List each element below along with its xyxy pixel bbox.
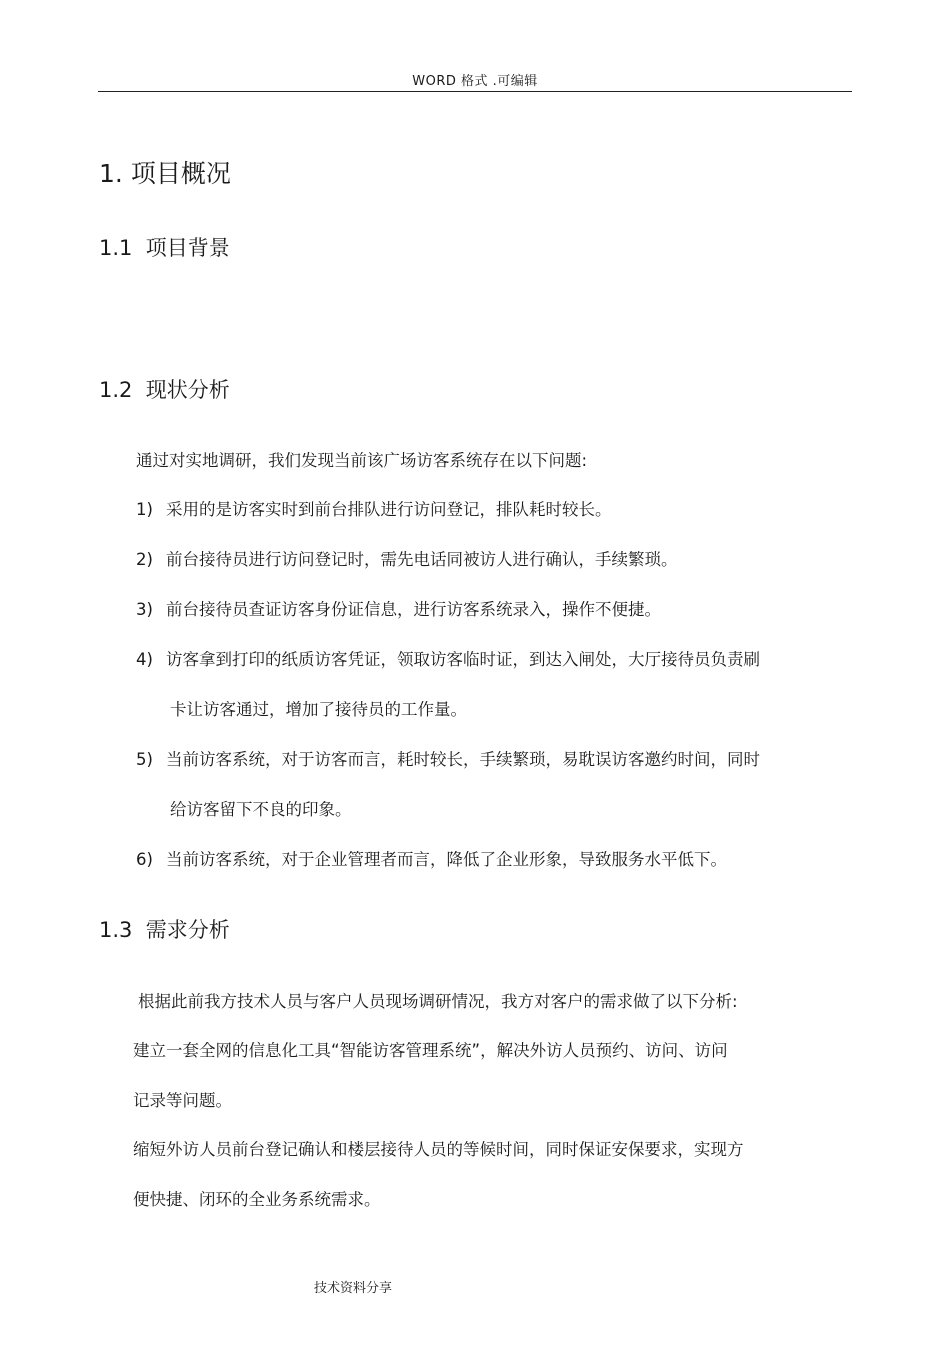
heading-1-2-number: 1.2: [99, 378, 133, 402]
heading-1-3-title: 需求分析: [145, 918, 230, 942]
page-header: WORD 格式 .可编辑: [412, 74, 538, 89]
heading-1-title: 项目概况: [130, 159, 231, 188]
requirement-paragraph-line: 缩短外访人员前台登记确认和楼层接待人员的等候时间，同时保证安保要求，实现方: [133, 1140, 744, 1159]
list-item-number: 1): [136, 500, 153, 519]
page-footer: 技术资料分享: [313, 1281, 392, 1296]
list-item-text: 采用的是访客实时到前台排队进行访问登记，排队耗时较长。: [166, 500, 612, 519]
heading-1-2: [99, 374, 230, 404]
list-item: [136, 646, 760, 670]
list-item-text: 前台接待员查证访客身份证信息，进行访客系统录入，操作不便捷。: [166, 600, 661, 619]
list-item-number: 2): [136, 550, 153, 569]
heading-1-number: 1.: [99, 159, 123, 188]
list-item: [136, 596, 661, 620]
heading-1-1: [99, 232, 230, 262]
heading-1-3-number: 1.3: [99, 918, 133, 942]
header-rule: [98, 91, 852, 92]
list-item-text: 当前访客系统，对于企业管理者而言，降低了企业形象，导致服务水平低下。: [166, 850, 727, 869]
list-item: [136, 496, 612, 520]
heading-1-3: [99, 914, 230, 944]
list-item-number: 6): [136, 850, 153, 869]
heading-1-1-number: 1.1: [99, 236, 133, 260]
requirement-paragraph-line: 根据此前我方技术人员与客户人员现场调研情况，我方对客户的需求做了以下分析:: [138, 992, 738, 1011]
list-item-continuation: 卡让访客通过，增加了接待员的工作量。: [170, 700, 467, 719]
requirement-paragraph-line: 建立一套全网的信息化工具“智能访客管理系统”，解决外访人员预约、访问、访问: [133, 1041, 728, 1060]
heading-1: [99, 154, 231, 190]
list-item: [136, 846, 727, 870]
list-item: [136, 546, 678, 570]
list-item-text: 当前访客系统，对于访客而言，耗时较长，手续繁琐，易耽误访客邀约时间，同时: [166, 750, 760, 769]
list-item-number: 5): [136, 750, 153, 769]
list-item-text: 前台接待员进行访问登记时，需先电话同被访人进行确认，手续繁琐。: [166, 550, 678, 569]
heading-1-1-title: 项目背景: [145, 236, 230, 260]
list-item: [136, 746, 760, 770]
list-item-number: 4): [136, 650, 153, 669]
status-intro: 通过对实地调研，我们发现当前该广场访客系统存在以下问题:: [136, 451, 588, 470]
requirement-paragraph-line: 记录等问题。: [133, 1091, 232, 1110]
list-item-continuation: 给访客留下不良的印象。: [170, 800, 352, 819]
requirement-paragraph-line: 便快捷、闭环的全业务系统需求。: [133, 1190, 381, 1209]
list-item-number: 3): [136, 600, 153, 619]
list-item-text: 访客拿到打印的纸质访客凭证，领取访客临时证，到达入闸处，大厅接待员负责刷: [166, 650, 760, 669]
heading-1-2-title: 现状分析: [145, 378, 230, 402]
